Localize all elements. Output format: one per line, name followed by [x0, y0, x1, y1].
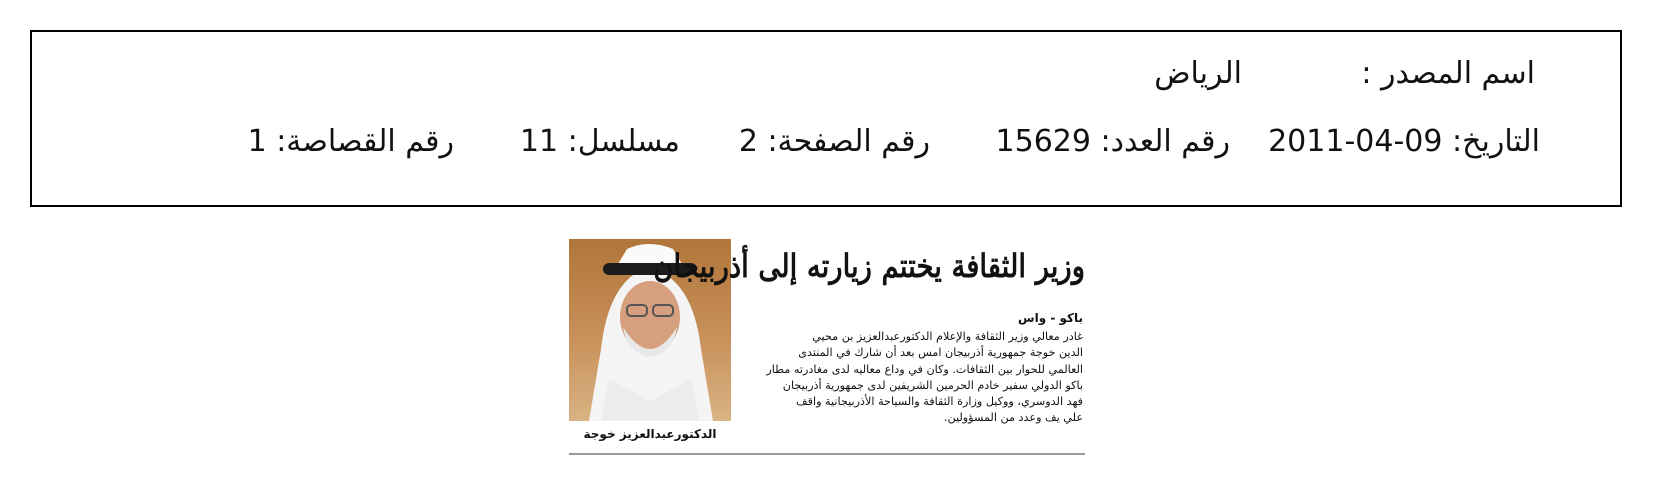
photo-caption: الدكتورعبدالعزيز خوجة [583, 427, 717, 441]
body-line: فهد الدوسري، ووكيل وزارة الثقافة والسياحة الأذربيجانية واقف [796, 395, 1083, 409]
page-number-field: رقم الصفحة: 2 [738, 124, 930, 159]
newspaper-clipping [569, 239, 1085, 461]
source-label: اسم المصدر : [1361, 56, 1535, 91]
source-value: الرياض [1154, 56, 1242, 91]
date-field: التاريخ: 09-04-2011 [1268, 124, 1540, 159]
body-line: الدين خوجة جمهورية أذربيجان امس بعد أن شارك في المنتدى [798, 346, 1083, 360]
article-headline: وزير الثقافة يختتم زيارته إلى أذربيجان [653, 247, 1085, 285]
body-line: باكو الدولي سفير خادم الحرمين الشريفين لدى جمهورية أذربيجان [782, 378, 1083, 392]
body-line: علي يف وعدد من المسؤولين. [943, 411, 1083, 425]
clip-number-field: رقم القصاصة: 1 [247, 124, 454, 159]
bottom-divider [569, 453, 1085, 455]
issue-number-field: رقم العدد: 15629 [995, 124, 1230, 159]
serial-field: مسلسل: 11 [519, 124, 680, 159]
article-body [743, 329, 1083, 427]
metadata-header-box [30, 30, 1622, 207]
body-line: العالمي للحوار بين الثقافات. وكان في وداع معاليه لدى مغادرته مطار [766, 362, 1083, 376]
article-dateline: باكو - واس [1018, 311, 1083, 325]
body-line: غادر معالي وزير الثقافة والإعلام الدكتورعبدالعزيز بن محيي [812, 330, 1083, 343]
